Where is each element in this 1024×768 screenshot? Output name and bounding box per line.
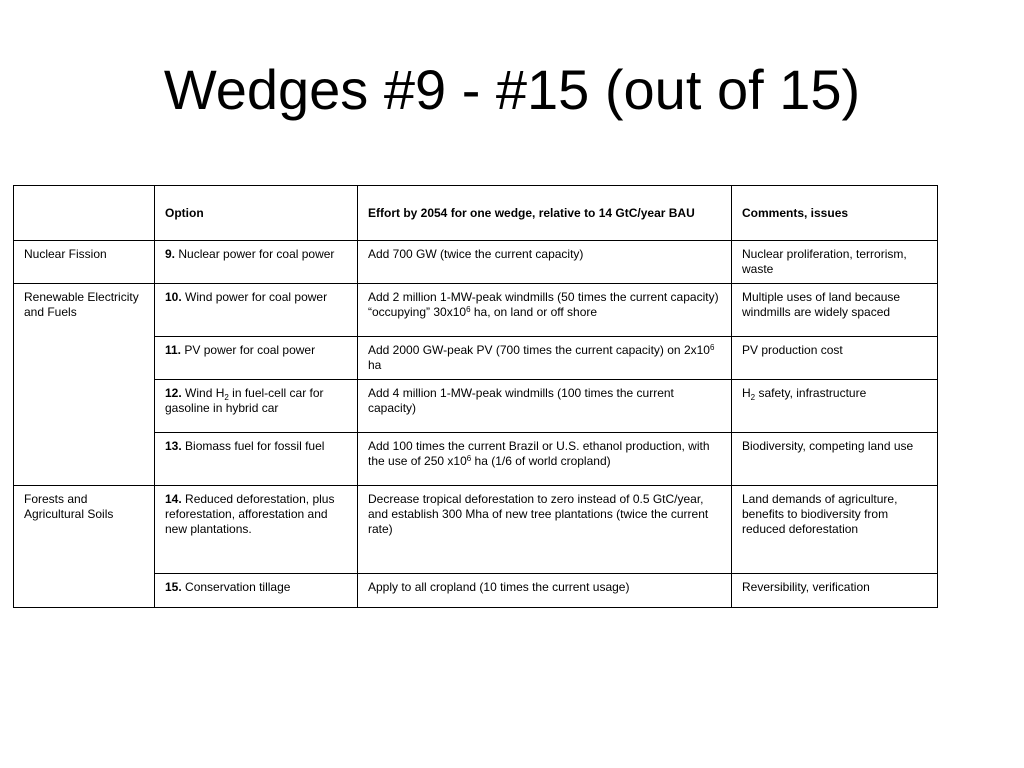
effort-text-end: ha xyxy=(368,358,382,372)
exponent: 6 xyxy=(466,454,472,463)
effort-text-end: ha, on land or off shore xyxy=(470,305,598,319)
option-cell xyxy=(155,433,358,486)
option-text: Wind power for coal power xyxy=(185,290,328,304)
table-row xyxy=(14,241,938,284)
category-cell-forests: Forests and Agricultural Soils xyxy=(14,486,155,608)
effort-cell xyxy=(358,284,732,337)
subscript: 2 xyxy=(224,393,229,402)
option-cell xyxy=(155,337,358,380)
wedge-number: 10. xyxy=(165,290,182,304)
comments-cell: Biodiversity, competing land use xyxy=(732,433,938,486)
effort-cell: Apply to all cropland (10 times the current usage) xyxy=(358,574,732,608)
header-category xyxy=(14,186,155,241)
option-text-end: in fuel-cell car for gasoline in hybrid car xyxy=(165,386,324,415)
comments-text-end: safety, infrastructure xyxy=(755,386,867,400)
effort-text: Add 100 times the current Brazil or U.S. ethanol production, with the use of 250 x10 xyxy=(368,439,710,468)
comments-cell: Land demands of agriculture, benefits to biodiversity from reduced deforestation xyxy=(732,486,938,574)
wedge-number: 15. xyxy=(165,580,182,594)
option-cell xyxy=(155,284,358,337)
option-cell xyxy=(155,574,358,608)
comments-cell xyxy=(732,380,938,433)
wedge-number: 9. xyxy=(165,247,176,261)
comments-cell: Nuclear proliferation, terrorism, waste xyxy=(732,241,938,284)
table-row xyxy=(14,284,938,337)
effort-cell xyxy=(358,337,732,380)
subscript: 2 xyxy=(750,393,756,402)
category-cell-nuclear: Nuclear Fission xyxy=(14,241,155,284)
effort-text: Add 2 million 1-MW-peak windmills (50 times the current capacity) “occupying” 30x10 xyxy=(368,290,719,319)
comments-cell: Reversibility, verification xyxy=(732,574,938,608)
category-cell-renewable: Renewable Electricity and Fuels xyxy=(14,284,155,486)
header-option: Option xyxy=(155,186,358,241)
effort-text: Add 2000 GW-peak PV (700 times the current capacity) on 2x10 xyxy=(368,343,710,357)
wedge-number: 11. xyxy=(165,343,182,357)
option-text: Biomass fuel for fossil fuel xyxy=(185,439,325,453)
slide-title: Wedges #9 - #15 (out of 15) xyxy=(163,58,861,121)
option-text: Reduced deforestation, plus reforestation, afforestation and new plantations. xyxy=(165,492,335,536)
effort-cell: Add 700 GW (twice the current capacity) xyxy=(358,241,732,284)
comments-text: H xyxy=(742,386,751,400)
effort-text-end: ha (1/6 of world cropland) xyxy=(471,454,611,468)
option-cell xyxy=(155,241,358,284)
table-header-row xyxy=(14,186,938,241)
header-effort: Effort by 2054 for one wedge, relative to 14 GtC/year BAU xyxy=(358,186,732,241)
comments-cell: Multiple uses of land because windmills are widely spaced xyxy=(732,284,938,337)
exponent: 6 xyxy=(709,343,715,352)
option-text: Nuclear power for coal power xyxy=(178,247,335,261)
option-text: Wind H xyxy=(185,386,225,400)
effort-cell xyxy=(358,433,732,486)
option-text: PV power for coal power xyxy=(184,343,316,357)
exponent: 6 xyxy=(466,305,471,314)
table-row xyxy=(14,486,938,574)
option-cell xyxy=(155,486,358,574)
header-comments: Comments, issues xyxy=(732,186,938,241)
effort-cell: Decrease tropical deforestation to zero instead of 0.5 GtC/year, and establish 300 Mha of new tree plantations (twice the current rate) xyxy=(358,486,732,574)
wedge-number: 12. xyxy=(165,386,182,400)
wedge-number: 14. xyxy=(165,492,182,506)
comments-cell: PV production cost xyxy=(732,337,938,380)
wedge-number: 13. xyxy=(165,439,182,453)
option-cell xyxy=(155,380,358,433)
option-text: Conservation tillage xyxy=(185,580,291,594)
wedges-table xyxy=(13,185,938,608)
effort-cell: Add 4 million 1-MW-peak windmills (100 times the current capacity) xyxy=(358,380,732,433)
